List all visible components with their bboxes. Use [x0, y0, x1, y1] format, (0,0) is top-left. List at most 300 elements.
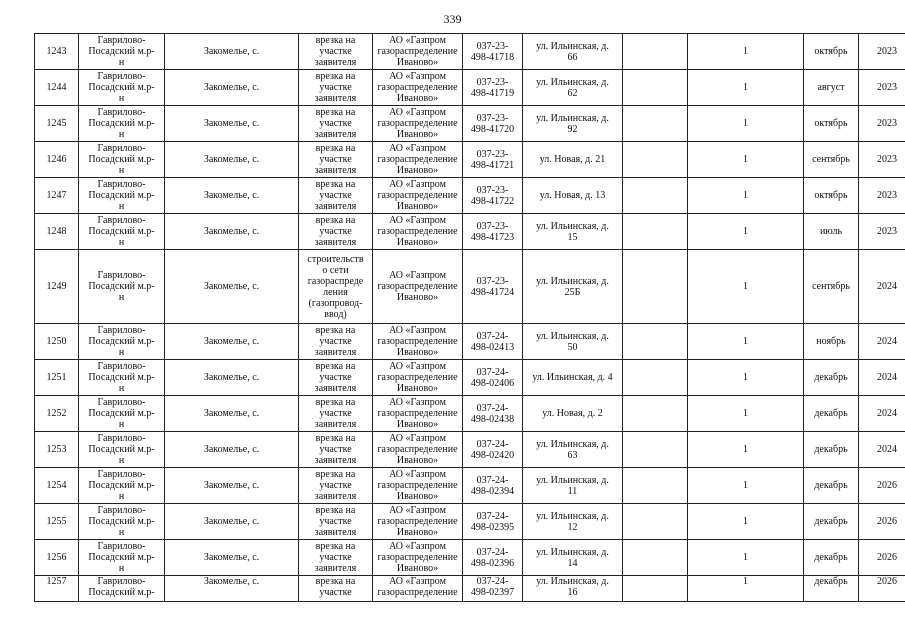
month-cell: [804, 504, 859, 540]
settlement-cell: [165, 432, 299, 468]
row-number-cell-text: 1252: [46, 408, 67, 419]
organization-cell-text: АО «Газпром газораспределение Иваново»: [377, 35, 458, 68]
quantity-cell-text: 1: [743, 480, 748, 491]
row-number-cell: [35, 178, 79, 214]
quantity-cell: [688, 34, 804, 70]
application-code-cell: [463, 214, 523, 250]
organization-cell-text: АО «Газпром газораспределение Иваново»: [377, 179, 458, 212]
table-row: [35, 178, 905, 214]
quantity-cell: [688, 504, 804, 540]
organization-cell-text: АО «Газпром газораспределение Иваново»: [377, 71, 458, 104]
year-cell-text: 2023: [877, 118, 897, 129]
address-cell: [523, 106, 623, 142]
application-code-cell: [463, 396, 523, 432]
quantity-cell: [688, 324, 804, 360]
application-code-cell-text: 037-23- 498-41721: [470, 148, 515, 171]
empty-cell: [623, 70, 688, 106]
quantity-cell: [688, 540, 804, 576]
quantity-cell: [688, 178, 804, 214]
settlement-cell: [165, 324, 299, 360]
row-number-cell: [35, 540, 79, 576]
work-type-cell: [299, 142, 373, 178]
settlement-cell-text: Закомелье, с.: [203, 372, 260, 383]
address-cell: [523, 432, 623, 468]
row-number-cell-text: 1246: [46, 154, 67, 165]
year-cell: [859, 396, 905, 432]
address-cell-text: ул. Новая, д. 2: [542, 408, 603, 419]
table-row: [35, 214, 905, 250]
settlement-cell-text: Закомелье, с.: [203, 154, 260, 165]
application-code-cell-text: 037-24- 498-02420: [470, 438, 515, 461]
empty-cell: [623, 324, 688, 360]
year-cell-text: 2024: [877, 336, 897, 347]
row-number-cell-text: 1254: [46, 480, 67, 491]
settlement-cell: [165, 34, 299, 70]
work-type-cell-text: врезка на участке: [315, 576, 356, 598]
quantity-cell-text: 1: [743, 154, 748, 165]
work-type-cell-text: врезка на участке заявителя: [314, 179, 357, 212]
organization-cell: [373, 106, 463, 142]
quantity-cell: [688, 360, 804, 396]
year-cell: [859, 34, 905, 70]
district-cell-text: Гаврилово- Посадский м.р- н: [88, 541, 155, 574]
address-cell-text: ул. Ильинская, д. 15: [536, 220, 609, 243]
district-cell-text: Гаврилово- Посадский м.р- н: [88, 270, 155, 303]
address-cell-text: ул. Ильинская, д. 62: [536, 76, 609, 99]
settlement-cell-text: Закомелье, с.: [203, 516, 260, 527]
organization-cell-text: АО «Газпром газораспределение Иваново»: [377, 397, 458, 430]
month-cell: [804, 576, 859, 602]
settlement-cell-text: Закомелье, с.: [203, 46, 260, 57]
address-cell-text: ул. Ильинская, д. 92: [536, 112, 609, 135]
district-cell-text: Гаврилово- Посадский м.р- н: [88, 107, 155, 140]
registry-table: [34, 33, 905, 602]
year-cell-text: 2026: [877, 480, 897, 491]
organization-cell-text: АО «Газпром газораспределение Иваново»: [377, 433, 458, 466]
district-cell: [79, 540, 165, 576]
organization-cell-text: АО «Газпром газораспределение Иваново»: [377, 361, 458, 394]
application-code-cell-text: 037-23- 498-41722: [470, 184, 515, 207]
settlement-cell: [165, 504, 299, 540]
table-row: [35, 468, 905, 504]
application-code-cell: [463, 34, 523, 70]
table-row: [35, 142, 905, 178]
month-cell-text: июль: [819, 226, 843, 237]
application-code-cell: [463, 576, 523, 602]
district-cell-text: Гаврилово- Посадский м.р- н: [88, 469, 155, 502]
settlement-cell-text: Закомелье, с.: [203, 576, 260, 587]
organization-cell-text: АО «Газпром газораспределение Иваново»: [377, 505, 458, 538]
work-type-cell: [299, 324, 373, 360]
row-number-cell: [35, 34, 79, 70]
organization-cell-text: АО «Газпром газораспределение Иваново»: [377, 469, 458, 502]
month-cell: [804, 540, 859, 576]
application-code-cell: [463, 106, 523, 142]
work-type-cell: [299, 576, 373, 602]
application-code-cell: [463, 504, 523, 540]
month-cell: [804, 214, 859, 250]
district-cell: [79, 106, 165, 142]
organization-cell-text: АО «Газпром газораспределение Иваново»: [377, 270, 458, 303]
quantity-cell: [688, 432, 804, 468]
district-cell: [79, 360, 165, 396]
quantity-cell: [688, 70, 804, 106]
application-code-cell: [463, 178, 523, 214]
empty-cell: [623, 214, 688, 250]
row-number-cell: [35, 214, 79, 250]
table-row: [35, 70, 905, 106]
work-type-cell-text: врезка на участке заявителя: [314, 433, 357, 466]
work-type-cell: [299, 540, 373, 576]
organization-cell: [373, 360, 463, 396]
table-row: [35, 360, 905, 396]
year-cell: [859, 142, 905, 178]
organization-cell: [373, 576, 463, 602]
address-cell: [523, 214, 623, 250]
row-number-cell-text: 1255: [46, 516, 67, 527]
year-cell: [859, 250, 905, 324]
settlement-cell-text: Закомелье, с.: [203, 118, 260, 129]
row-number-cell: [35, 576, 79, 602]
year-cell: [859, 178, 905, 214]
row-number-cell: [35, 432, 79, 468]
quantity-cell-text: 1: [743, 281, 748, 292]
empty-cell: [623, 34, 688, 70]
empty-cell: [623, 396, 688, 432]
row-number-cell-text: 1247: [46, 190, 67, 201]
work-type-cell: [299, 106, 373, 142]
organization-cell: [373, 504, 463, 540]
quantity-cell-text: 1: [743, 444, 748, 455]
work-type-cell-text: врезка на участке заявителя: [314, 107, 357, 140]
month-cell-text: декабрь: [814, 372, 848, 383]
row-number-cell-text: 1256: [46, 552, 67, 563]
month-cell-text: декабрь: [814, 576, 848, 587]
empty-cell: [623, 106, 688, 142]
empty-cell: [623, 468, 688, 504]
quantity-cell-text: 1: [743, 336, 748, 347]
address-cell: [523, 360, 623, 396]
work-type-cell: [299, 432, 373, 468]
row-number-cell: [35, 70, 79, 106]
district-cell-text: Гаврилово- Посадский м.р- н: [88, 505, 155, 538]
work-type-cell-text: врезка на участке заявителя: [314, 469, 357, 502]
year-cell: [859, 432, 905, 468]
address-cell-text: ул. Ильинская, д. 66: [536, 40, 609, 63]
application-code-cell-text: 037-24- 498-02396: [470, 546, 515, 569]
month-cell: [804, 178, 859, 214]
row-number-cell: [35, 396, 79, 432]
work-type-cell: [299, 396, 373, 432]
work-type-cell-text: врезка на участке заявителя: [314, 541, 357, 574]
month-cell: [804, 34, 859, 70]
work-type-cell: [299, 70, 373, 106]
district-cell: [79, 178, 165, 214]
settlement-cell: [165, 106, 299, 142]
address-cell: [523, 178, 623, 214]
organization-cell-text: АО «Газпром газораспределение Иваново»: [377, 143, 458, 176]
quantity-cell: [688, 142, 804, 178]
district-cell-text: Гаврилово- Посадский м.р- н: [88, 35, 155, 68]
quantity-cell-text: 1: [743, 118, 748, 129]
month-cell: [804, 324, 859, 360]
quantity-cell: [688, 106, 804, 142]
district-cell: [79, 250, 165, 324]
organization-cell: [373, 214, 463, 250]
month-cell: [804, 250, 859, 324]
work-type-cell-text: врезка на участке заявителя: [314, 71, 357, 104]
row-number-cell-text: 1250: [46, 336, 67, 347]
application-code-cell-text: 037-24- 498-02438: [470, 402, 515, 425]
settlement-cell: [165, 214, 299, 250]
row-number-cell-text: 1249: [46, 281, 67, 292]
settlement-cell-text: Закомелье, с.: [203, 480, 260, 491]
application-code-cell-text: 037-23- 498-41723: [470, 220, 515, 243]
quantity-cell-text: 1: [743, 576, 748, 587]
month-cell-text: сентябрь: [812, 281, 850, 292]
quantity-cell-text: 1: [743, 46, 748, 57]
application-code-cell: [463, 142, 523, 178]
year-cell-text: 2026: [877, 552, 897, 563]
address-cell-text: ул. Ильинская, д. 63: [536, 438, 609, 461]
table-row: [35, 324, 905, 360]
district-cell-text: Гаврилово- Посадский м.р-: [88, 576, 155, 598]
month-cell-text: декабрь: [814, 516, 848, 527]
month-cell-text: октябрь: [814, 190, 848, 201]
quantity-cell-text: 1: [743, 408, 748, 419]
work-type-cell-text: врезка на участке заявителя: [314, 35, 357, 68]
quantity-cell-text: 1: [743, 226, 748, 237]
application-code-cell: [463, 70, 523, 106]
settlement-cell-text: Закомелье, с.: [203, 552, 260, 563]
settlement-cell-text: Закомелье, с.: [203, 82, 260, 93]
row-number-cell-text: 1243: [46, 46, 67, 57]
month-cell: [804, 432, 859, 468]
district-cell-text: Гаврилово- Посадский м.р- н: [88, 215, 155, 248]
work-type-cell-text: врезка на участке заявителя: [314, 325, 357, 358]
table-row: [35, 576, 905, 602]
empty-cell: [623, 432, 688, 468]
organization-cell: [373, 540, 463, 576]
settlement-cell: [165, 576, 299, 602]
organization-cell: [373, 142, 463, 178]
settlement-cell-text: Закомелье, с.: [203, 444, 260, 455]
year-cell: [859, 504, 905, 540]
row-number-cell: [35, 504, 79, 540]
row-number-cell-text: 1244: [46, 82, 67, 93]
organization-cell: [373, 396, 463, 432]
settlement-cell: [165, 396, 299, 432]
application-code-cell-text: 037-24- 498-02397: [470, 576, 515, 598]
month-cell: [804, 106, 859, 142]
month-cell-text: декабрь: [814, 480, 848, 491]
work-type-cell: [299, 468, 373, 504]
empty-cell: [623, 178, 688, 214]
month-cell-text: август: [817, 82, 845, 93]
district-cell-text: Гаврилово- Посадский м.р- н: [88, 433, 155, 466]
table-row: [35, 34, 905, 70]
district-cell: [79, 432, 165, 468]
year-cell-text: 2024: [877, 281, 897, 292]
settlement-cell-text: Закомелье, с.: [203, 336, 260, 347]
address-cell: [523, 70, 623, 106]
table-row: [35, 106, 905, 142]
quantity-cell: [688, 576, 804, 602]
application-code-cell-text: 037-24- 498-02394: [470, 474, 515, 497]
settlement-cell: [165, 360, 299, 396]
quantity-cell: [688, 396, 804, 432]
month-cell-text: октябрь: [814, 46, 848, 57]
address-cell-text: ул. Ильинская, д. 11: [536, 474, 609, 497]
month-cell: [804, 468, 859, 504]
empty-cell: [623, 360, 688, 396]
application-code-cell: [463, 468, 523, 504]
quantity-cell: [688, 468, 804, 504]
application-code-cell-text: 037-23- 498-41718: [470, 40, 515, 63]
address-cell-text: ул. Ильинская, д. 16: [536, 576, 609, 598]
organization-cell: [373, 432, 463, 468]
address-cell: [523, 142, 623, 178]
work-type-cell-text: врезка на участке заявителя: [314, 397, 357, 430]
quantity-cell-text: 1: [743, 82, 748, 93]
application-code-cell-text: 037-23- 498-41719: [470, 76, 515, 99]
district-cell-text: Гаврилово- Посадский м.р- н: [88, 397, 155, 430]
year-cell-text: 2023: [877, 154, 897, 165]
row-number-cell: [35, 250, 79, 324]
empty-cell: [623, 540, 688, 576]
row-number-cell-text: 1257: [46, 576, 67, 587]
month-cell-text: октябрь: [814, 118, 848, 129]
district-cell-text: Гаврилово- Посадский м.р- н: [88, 71, 155, 104]
work-type-cell-text: врезка на участке заявителя: [314, 143, 357, 176]
table-row: [35, 250, 905, 324]
year-cell: [859, 106, 905, 142]
table-row: [35, 432, 905, 468]
year-cell: [859, 468, 905, 504]
row-number-cell-text: 1248: [46, 226, 67, 237]
year-cell: [859, 214, 905, 250]
address-cell: [523, 540, 623, 576]
settlement-cell: [165, 250, 299, 324]
row-number-cell-text: 1253: [46, 444, 67, 455]
month-cell: [804, 142, 859, 178]
district-cell: [79, 70, 165, 106]
year-cell: [859, 324, 905, 360]
address-cell: [523, 324, 623, 360]
page-number: 339: [443, 12, 462, 26]
application-code-cell: [463, 540, 523, 576]
district-cell: [79, 504, 165, 540]
year-cell: [859, 360, 905, 396]
address-cell-text: ул. Ильинская, д. 50: [536, 330, 609, 353]
settlement-cell: [165, 142, 299, 178]
address-cell-text: ул. Ильинская, д. 4: [532, 372, 613, 383]
address-cell: [523, 34, 623, 70]
district-cell-text: Гаврилово- Посадский м.р- н: [88, 361, 155, 394]
address-cell: [523, 576, 623, 602]
district-cell: [79, 396, 165, 432]
year-cell-text: 2023: [877, 190, 897, 201]
work-type-cell-text: врезка на участке заявителя: [314, 215, 357, 248]
row-number-cell: [35, 324, 79, 360]
address-cell-text: ул. Новая, д. 21: [539, 154, 606, 165]
year-cell: [859, 540, 905, 576]
settlement-cell: [165, 540, 299, 576]
organization-cell-text: АО «Газпром газораспределение: [377, 576, 458, 598]
work-type-cell: [299, 178, 373, 214]
year-cell: [859, 576, 905, 602]
settlement-cell: [165, 468, 299, 504]
empty-cell: [623, 576, 688, 602]
application-code-cell-text: 037-24- 498-02395: [470, 510, 515, 533]
application-code-cell-text: 037-23- 498-41720: [470, 112, 515, 135]
work-type-cell: [299, 250, 373, 324]
district-cell-text: Гаврилово- Посадский м.р- н: [88, 143, 155, 176]
quantity-cell: [688, 250, 804, 324]
quantity-cell-text: 1: [743, 552, 748, 563]
quantity-cell-text: 1: [743, 190, 748, 201]
year-cell-text: 2024: [877, 408, 897, 419]
month-cell: [804, 396, 859, 432]
application-code-cell-text: 037-24- 498-02413: [470, 330, 515, 353]
address-cell: [523, 250, 623, 324]
organization-cell: [373, 70, 463, 106]
district-cell: [79, 324, 165, 360]
year-cell-text: 2023: [877, 82, 897, 93]
work-type-cell-text: врезка на участке заявителя: [314, 361, 357, 394]
month-cell-text: декабрь: [814, 552, 848, 563]
quantity-cell: [688, 214, 804, 250]
year-cell: [859, 70, 905, 106]
registry-table-container: [34, 33, 905, 602]
address-cell-text: ул. Ильинская, д. 25Б: [536, 275, 609, 298]
table-row: [35, 396, 905, 432]
settlement-cell: [165, 70, 299, 106]
address-cell: [523, 504, 623, 540]
settlement-cell: [165, 178, 299, 214]
organization-cell: [373, 468, 463, 504]
settlement-cell-text: Закомелье, с.: [203, 190, 260, 201]
organization-cell: [373, 250, 463, 324]
year-cell-text: 2023: [877, 226, 897, 237]
organization-cell-text: АО «Газпром газораспределение Иваново»: [377, 541, 458, 574]
quantity-cell-text: 1: [743, 372, 748, 383]
application-code-cell: [463, 324, 523, 360]
month-cell-text: сентябрь: [812, 154, 850, 165]
work-type-cell: [299, 504, 373, 540]
work-type-cell: [299, 360, 373, 396]
application-code-cell: [463, 250, 523, 324]
work-type-cell: [299, 34, 373, 70]
year-cell-text: 2026: [877, 576, 897, 587]
organization-cell-text: АО «Газпром газораспределение Иваново»: [377, 325, 458, 358]
quantity-cell-text: 1: [743, 516, 748, 527]
year-cell-text: 2026: [877, 516, 897, 527]
address-cell: [523, 396, 623, 432]
district-cell: [79, 214, 165, 250]
row-number-cell: [35, 468, 79, 504]
year-cell-text: 2024: [877, 444, 897, 455]
settlement-cell-text: Закомелье, с.: [203, 281, 260, 292]
year-cell-text: 2024: [877, 372, 897, 383]
application-code-cell-text: 037-23- 498-41724: [470, 275, 515, 298]
settlement-cell-text: Закомелье, с.: [203, 226, 260, 237]
empty-cell: [623, 250, 688, 324]
work-type-cell-text: строительств о сети газораспреде ления (газопровод- ввод): [307, 253, 364, 320]
settlement-cell-text: Закомелье, с.: [203, 408, 260, 419]
application-code-cell: [463, 432, 523, 468]
row-number-cell: [35, 142, 79, 178]
